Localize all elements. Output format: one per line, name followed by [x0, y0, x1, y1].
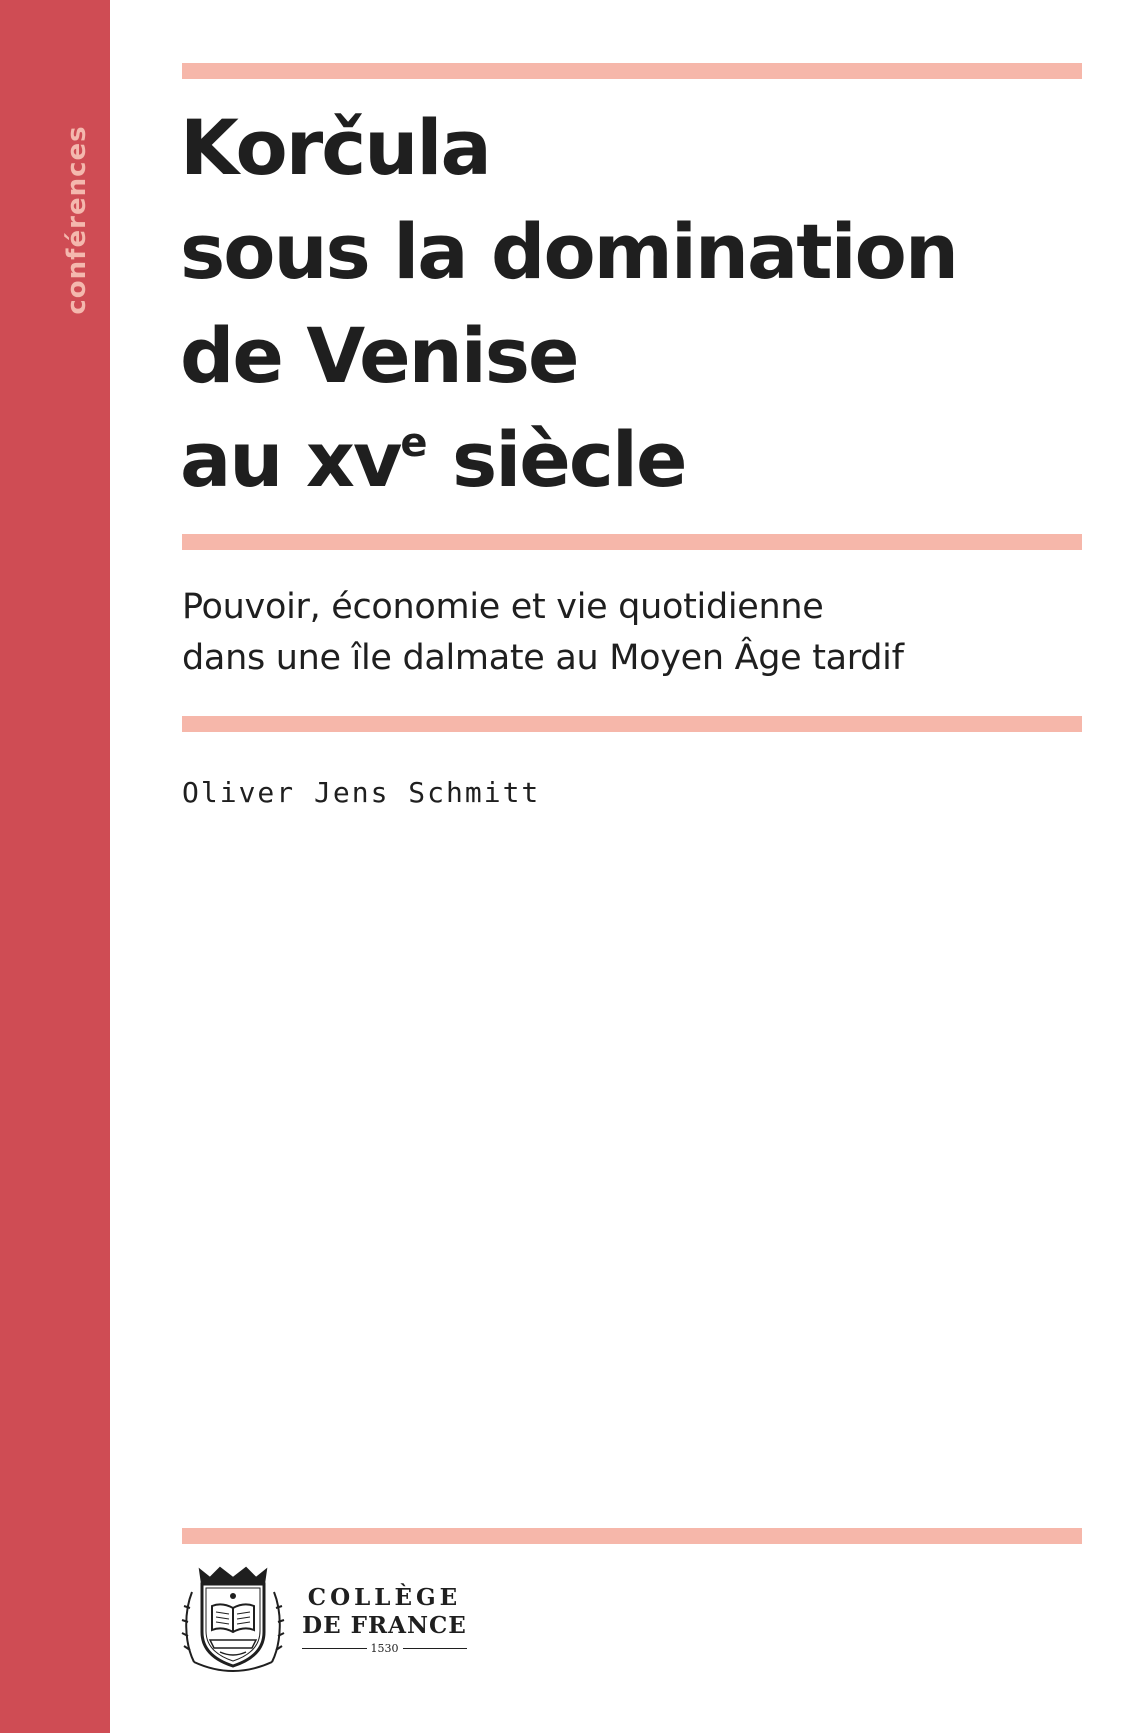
side-band [0, 0, 110, 1733]
book-subtitle [182, 582, 1082, 684]
subtitle-line-1: Pouvoir, économie et vie quotidienne [182, 587, 824, 627]
publisher-logo [180, 1562, 480, 1682]
subtitle-line-2: dans une île dalmate au Moyen Âge tardif [182, 638, 904, 678]
title-line-3: de Venise [180, 311, 578, 400]
publisher-name [302, 1584, 467, 1655]
title-line-4-pre: au xv [180, 415, 401, 504]
title-line-4-post: siècle [427, 415, 686, 504]
subtitle-rule [182, 716, 1082, 732]
college-de-france-crest-icon [180, 1562, 286, 1678]
title-superscript: e [400, 420, 428, 466]
author-name: Oliver Jens Schmitt [182, 776, 541, 809]
publisher-line-2: DE FRANCE [302, 1612, 467, 1639]
top-rule [182, 63, 1082, 79]
title-line-2: sous la domination [180, 207, 957, 296]
bottom-rule [182, 1528, 1082, 1544]
publisher-year-row [302, 1642, 467, 1655]
publisher-year: 1530 [370, 1642, 399, 1655]
publisher-line-1: COLLÈGE [307, 1584, 462, 1611]
series-label: conférences [62, 125, 92, 315]
year-rule-right [403, 1648, 468, 1649]
title-rule [182, 534, 1082, 550]
title-line-4 [180, 408, 1080, 525]
title-line-1: Korčula [180, 103, 490, 192]
book-title [180, 96, 1080, 525]
year-rule-left [302, 1648, 367, 1649]
